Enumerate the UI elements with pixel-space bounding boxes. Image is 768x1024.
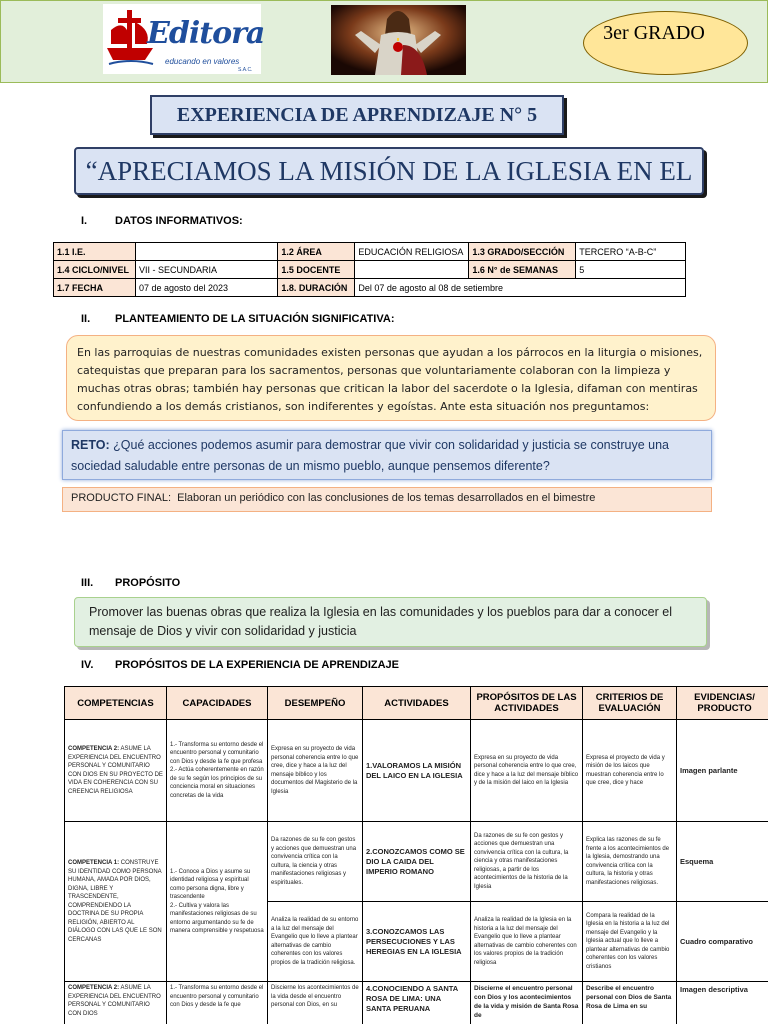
reto-label: RETO:	[71, 438, 110, 452]
grade-badge	[583, 11, 748, 75]
proposito-cell: Da razones de su fe con gestos y acciones que demuestran una convivencia crítica con la cultura, la ciencia y otras manifestaciones religiosas, a partir de los acontecimientos de la historia de la Iglesia	[471, 822, 583, 902]
reto-text: ¿Qué acciones podemos asumir para demostrar que vivir con solidaridad y justicia se construye una sociedad saludable entre personas de un mismo pueblo, aunque pensemos diferente?	[71, 438, 669, 473]
column-header: CRITERIOS DE EVALUACIÓN	[583, 687, 677, 720]
capacidades-cell: 1.- Transforma su entorno desde el encuentro personal y comunitario con Dios y desde la fe que	[167, 982, 268, 1024]
section-title: PROPÓSITO	[115, 577, 181, 589]
actividad-cell: 3.CONOZCAMOS LAS PERSECUCIONES Y LAS HEREGIAS EN LA IGLESIA	[363, 902, 471, 982]
column-header: PROPÓSITOS DE LAS ACTIVIDADES	[471, 687, 583, 720]
section-number: I.	[81, 215, 88, 227]
section-heading-situacion	[81, 313, 394, 325]
situacion-text: En las parroquias de nuestras comunidades existen personas que ayudan a los párrocos en la liturgia o misiones, catequistas que preparan para los sacramentos, personas que voluntariamente colaboran con la limpieza y muchas otras obras; también hay personas que critican la labor del sacerdote o la Iglesia, difaman con mentiras confundiendo a los demás cristianos, son indiferentes y egoístas. Ante esta situación nos preguntamos:	[66, 335, 716, 421]
competencia-text: ASUME LA EXPERIENCIA DEL ENCUENTRO PERSONAL Y COMUNITARIO CON DIOS	[68, 985, 161, 1017]
criterio-cell: Compara la realidad de la Iglesia en la historia a la luz del mensaje del Evangelio y la Iglesia actual que lo lleve a plantear alternativas de cambio coherentes con los valores cristianos	[583, 902, 677, 982]
section-heading-propositos	[81, 659, 399, 671]
producto-text: Elaboran un periódico con las conclusiones de los temas desarrollados en el bimestre	[177, 492, 596, 504]
section-number: III.	[81, 577, 94, 589]
section-title: PROPÓSITOS DE LA EXPERIENCIA DE APRENDIZAJE	[115, 659, 400, 671]
capacidades-cell: 1.- Transforma su entorno desde el encuentro personal y comunitario con Dios y desde la fe que profesa 2.- Actúa coherentemente en razón de su fe según los principios de su conciencia moral en situaciones concretas de la vida	[167, 720, 268, 822]
semanas-label: 1.6 N° de SEMANAS	[469, 261, 576, 279]
evidencia-cell: Imagen descriptiva	[677, 982, 768, 1024]
desempeno-cell: Expresa en su proyecto de vida personal coherencia entre lo que cree, dice y hace a la luz del mensaje bíblico y los documentos del Magisterio de la Iglesia	[268, 720, 363, 822]
docente-value	[355, 261, 469, 279]
proposito-box: Promover las buenas obras que realiza la Iglesia en las comunidades y los pueblos para dar a conocer el mensaje de Dios y vivir con solidaridad y justicia	[74, 597, 707, 647]
ie-value	[135, 243, 277, 261]
section-heading-proposito	[81, 577, 180, 589]
table-row	[65, 822, 768, 902]
reto-box	[62, 430, 712, 480]
criterio-cell: Expresa el proyecto de vida y misión de los laicos que muestran coherencia entre lo que cree, dice y hace	[583, 720, 677, 822]
column-header: CAPACIDADES	[167, 687, 268, 720]
grado-label: 1.3 GRADO/SECCIÓN	[469, 243, 576, 261]
datos-table	[53, 242, 686, 297]
ciclo-value: VII - SECUNDARIA	[135, 261, 277, 279]
logo-tagline: educando en valores	[165, 57, 240, 66]
proposito-cell: Analiza la realidad de la Iglesia en la historia a la luz del mensaje del Evangelio que lo lleve a plantear alternativas de cambio coherentes con los valores propios de la tradición religiosa	[471, 902, 583, 982]
evidencia-cell: Cuadro comparativo	[677, 902, 768, 982]
competencia-text: CONSTRUYE SU IDENTIDAD COMO PERSONA HUMANA, AMADA POR DIOS, DIGNA, LIBRE Y TRASCENDENTE, COMPRENDIENDO LA DOCTRINA DE SU PROPIA RELIGIÓN, ABIERTO AL DIÁLOGO CON LAS QUE LE SON CERCANAS	[68, 860, 162, 943]
fecha-label: 1.7 FECHA	[54, 279, 136, 297]
semanas-value: 5	[576, 261, 686, 279]
column-header: COMPETENCIAS	[65, 687, 167, 720]
section-heading-datos	[81, 215, 243, 227]
propositos-table	[64, 686, 768, 1024]
competencia-title: COMPETENCIA 2:	[68, 985, 120, 991]
competencia-cell	[65, 720, 167, 822]
column-header: ACTIVIDADES	[363, 687, 471, 720]
table-row	[65, 982, 768, 1024]
criterio-cell: Describe el encuentro personal con Dios de Santa Rosa de Lima en su	[583, 982, 677, 1024]
duracion-label: 1.8. DURACIÓN	[278, 279, 355, 297]
competencia-title: COMPETENCIA 1:	[68, 860, 120, 866]
docente-label: 1.5 DOCENTE	[278, 261, 355, 279]
column-header: DESEMPEÑO	[268, 687, 363, 720]
grado-value: TERCERO “A-B-C”	[576, 243, 686, 261]
criterio-cell: Explica las razones de su fe frente a los acontecimientos de la Iglesia, demostrando una convivencia crítica con la cultura, la historia y otras manifestaciones religiosas.	[583, 822, 677, 902]
area-label: 1.2 ÁREA	[278, 243, 355, 261]
table-header-row	[65, 687, 768, 720]
table-row	[54, 243, 686, 261]
section-number: II.	[81, 313, 91, 325]
actividad-cell: 1.VALORAMOS LA MISIÓN DEL LAICO EN LA IGLESIA	[363, 720, 471, 822]
producto-label: PRODUCTO FINAL:	[71, 492, 172, 504]
evidencia-cell: Imagen parlante	[677, 720, 768, 822]
area-value: EDUCACIÓN RELIGIOSA	[355, 243, 469, 261]
evidencia-cell: Esquema	[677, 822, 768, 902]
logo-suffix: S.A.C.	[238, 67, 253, 73]
fecha-value: 07 de agosto del 2023	[135, 279, 277, 297]
desempeno-cell: Da razones de su fe con gestos y acciones que demuestran una convivencia crítica con la cultura, la ciencia y otras manifestaciones religiosas y espirituales.	[268, 822, 363, 902]
experience-title: EXPERIENCIA DE APRENDIZAJE N° 5	[150, 95, 564, 135]
competencia-cell	[65, 822, 167, 982]
producto-box	[62, 487, 712, 512]
main-title: “APRECIAMOS LA MISIÓN DE LA IGLESIA EN EL	[74, 147, 704, 195]
section-title: DATOS INFORMATIVOS:	[115, 215, 243, 227]
table-row	[54, 279, 686, 297]
column-header: EVIDENCIAS/ PRODUCTO	[677, 687, 768, 720]
desempeno-cell: Analiza la realidad de su entorno a la luz del mensaje del Evangelio que lo lleve a plantear alternativas de cambio coherentes con los valores propios de la tradición religiosa.	[268, 902, 363, 982]
competencia-cell	[65, 982, 167, 1024]
competencia-text: ASUME LA EXPERIENCIA DEL ENCUENTRO PERSONAL Y COMUNITARIO CON DIOS EN SU PROYECTO DE VIDA EN COHERENCIA CON SU CREENCIA RELIGIOSA	[68, 746, 163, 795]
section-title: PLANTEAMIENTO DE LA SITUACIÓN SIGNIFICATIVA:	[115, 313, 395, 325]
editora-logo	[103, 4, 265, 74]
duracion-value: Del 07 de agosto al 08 de setiembre	[355, 279, 686, 297]
sacred-heart-image	[331, 5, 466, 75]
proposito-cell: Expresa en su proyecto de vida personal coherencia entre lo que cree, dice y hace a la luz del mensaje bíblico y de la misión del laico en la Iglesia	[471, 720, 583, 822]
actividad-cell: 2.CONOZCAMOS COMO SE DIO LA CAIDA DEL IMPERIO ROMANO	[363, 822, 471, 902]
grade-label: 3er GRADO	[603, 22, 705, 44]
capacidades-cell: 1.- Conoce a Dios y asume su identidad religiosa y espiritual como persona digna, libre y trascendente 2.- Cultiva y valora las manifestaciones religiosas de su entorno argumentando su fe de manera comprensible y respetuosa	[167, 822, 268, 982]
desempeno-cell: Discierne los acontecimientos de la vida desde el encuentro personal con Dios, en su	[268, 982, 363, 1024]
logo-name: Editora	[147, 16, 265, 51]
section-number: IV.	[81, 659, 94, 671]
table-row	[54, 261, 686, 279]
actividad-cell: 4.CONOCIENDO A SANTA ROSA DE LIMA: UNA SANTA PERUANA	[363, 982, 471, 1024]
proposito-cell: Discierne el encuentro personal con Dios y los acontecimientos de la vida y misión de Santa Rosa de	[471, 982, 583, 1024]
header-bar	[0, 0, 768, 83]
competencia-title: COMPETENCIA 2:	[68, 746, 120, 752]
ciclo-label: 1.4 CICLO/NIVEL	[54, 261, 136, 279]
ie-label: 1.1 I.E.	[54, 243, 136, 261]
table-row	[65, 720, 768, 822]
